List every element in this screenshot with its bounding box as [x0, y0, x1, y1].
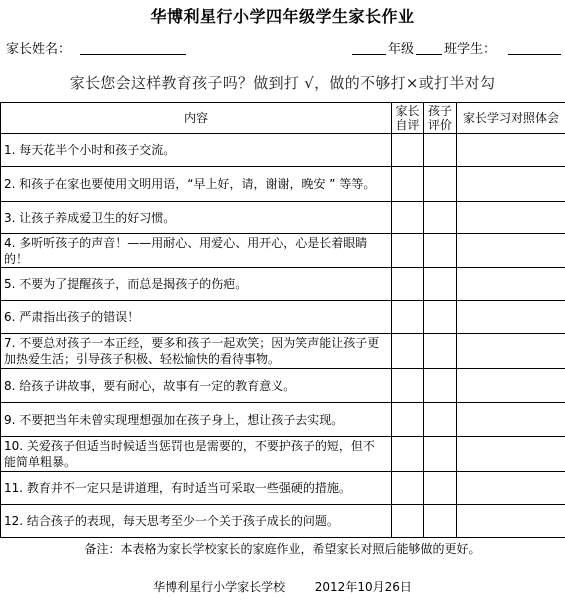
table-row [1, 134, 565, 167]
experience-cell[interactable] [457, 505, 565, 538]
note-text: 备注：本表格为家长学校家长的家庭作业，希望家长对照后能够做的更好。 [84, 542, 481, 556]
footer [0, 578, 565, 595]
sheet-title: 华博利星行小学四年级学生家长作业 [150, 7, 415, 26]
class-field[interactable] [416, 38, 442, 55]
item-text: 4. 多听听孩子的声音！——用耐心、用爱心、用开心，心是长着眼睛的！ [1, 234, 392, 268]
self-eval-cell[interactable] [392, 369, 424, 403]
child-eval-cell[interactable] [424, 437, 457, 472]
item-text: 1. 每天花半个小时和孩子交流。 [1, 134, 392, 167]
item-text: 6. 严肃指出孩子的错误！ [1, 301, 392, 334]
self-eval-cell[interactable] [392, 334, 424, 369]
child-eval-cell[interactable] [424, 505, 457, 538]
experience-cell[interactable] [457, 301, 565, 334]
header-child-eval: 孩子评价 [424, 103, 457, 134]
self-eval-cell[interactable] [392, 301, 424, 334]
item-text: 10. 关爱孩子但适当时候适当惩罚也是需要的，不要护孩子的短，但不能简单粗暴。 [1, 437, 392, 472]
experience-cell[interactable] [457, 202, 565, 234]
student-label: 班学生： [444, 42, 497, 57]
table-header-row [1, 103, 565, 134]
table-row [1, 369, 565, 403]
self-eval-cell[interactable] [392, 403, 424, 437]
item-text: 9. 不要把当年未曾实现理想强加在孩子身上，想让孩子去实现。 [1, 403, 392, 437]
table-row [1, 301, 565, 334]
item-text: 5. 不要为了提醒孩子，而总是揭孩子的伤疤。 [1, 268, 392, 301]
child-eval-cell[interactable] [424, 403, 457, 437]
experience-cell[interactable] [457, 334, 565, 369]
child-eval-cell[interactable] [424, 134, 457, 167]
table-row [1, 505, 565, 538]
experience-cell[interactable] [457, 403, 565, 437]
grade-label: 年级 [388, 42, 415, 57]
item-text: 2. 和孩子在家也要使用文明用语，“早上好，请，谢谢，晚安 ” 等等。 [1, 167, 392, 202]
item-text: 8. 给孩子讲故事，要有耐心，故事有一定的教育意义。 [1, 369, 392, 403]
child-eval-cell[interactable] [424, 167, 457, 202]
header-self-eval: 家长自评 [392, 103, 424, 134]
self-eval-cell[interactable] [392, 167, 424, 202]
experience-cell[interactable] [457, 268, 565, 301]
item-text: 3. 让孩子养成爱卫生的好习惯。 [1, 202, 392, 234]
experience-cell[interactable] [457, 437, 565, 472]
child-eval-cell[interactable] [424, 301, 457, 334]
self-eval-cell[interactable] [392, 234, 424, 268]
self-eval-cell[interactable] [392, 202, 424, 234]
table-row [1, 202, 565, 234]
self-eval-cell[interactable] [392, 268, 424, 301]
child-eval-cell[interactable] [424, 334, 457, 369]
table-row [1, 167, 565, 202]
experience-cell[interactable] [457, 369, 565, 403]
table-row [1, 472, 565, 505]
table-row [1, 268, 565, 301]
table-row [1, 234, 565, 268]
header-content: 内容 [1, 103, 392, 134]
experience-cell[interactable] [457, 234, 565, 268]
experience-cell[interactable] [457, 472, 565, 505]
self-eval-cell[interactable] [392, 472, 424, 505]
child-eval-cell[interactable] [424, 202, 457, 234]
table-row [1, 437, 565, 472]
table-row [1, 403, 565, 437]
student-name-field[interactable] [508, 38, 561, 55]
self-eval-cell[interactable] [392, 505, 424, 538]
evaluation-table [0, 102, 565, 538]
child-eval-cell[interactable] [424, 234, 457, 268]
item-text: 7. 不要总对孩子一本正经，要多和孩子一起欢笑；因为笑声能让孩子更加热爱生活；引导孩子积极、轻松愉快的看待事物。 [1, 334, 392, 369]
parent-name-label: 家长姓名： [6, 42, 72, 57]
grade-field[interactable] [352, 38, 386, 55]
table-row [1, 334, 565, 369]
info-row [6, 38, 561, 60]
header-experience: 家长学习对照体会 [457, 103, 565, 134]
footer-date: 2012年10月26日 [314, 580, 412, 594]
experience-cell[interactable] [457, 167, 565, 202]
child-eval-cell[interactable] [424, 369, 457, 403]
item-text: 12. 结合孩子的表现，每天思考至少一个关于孩子成长的问题。 [1, 505, 392, 538]
child-eval-cell[interactable] [424, 268, 457, 301]
child-eval-cell[interactable] [424, 472, 457, 505]
experience-cell[interactable] [457, 134, 565, 167]
self-eval-cell[interactable] [392, 134, 424, 167]
instruction-text: 家长您会这样教育孩子吗？做到打 √，做的不够打×或打半对勾 [69, 74, 496, 92]
self-eval-cell[interactable] [392, 437, 424, 472]
parent-name-field[interactable] [80, 38, 186, 55]
footer-school: 华博利星行小学家长学校 [153, 580, 286, 594]
item-text: 11. 教育并不一定只是讲道理，有时适当可采取一些强硬的措施。 [1, 472, 392, 505]
